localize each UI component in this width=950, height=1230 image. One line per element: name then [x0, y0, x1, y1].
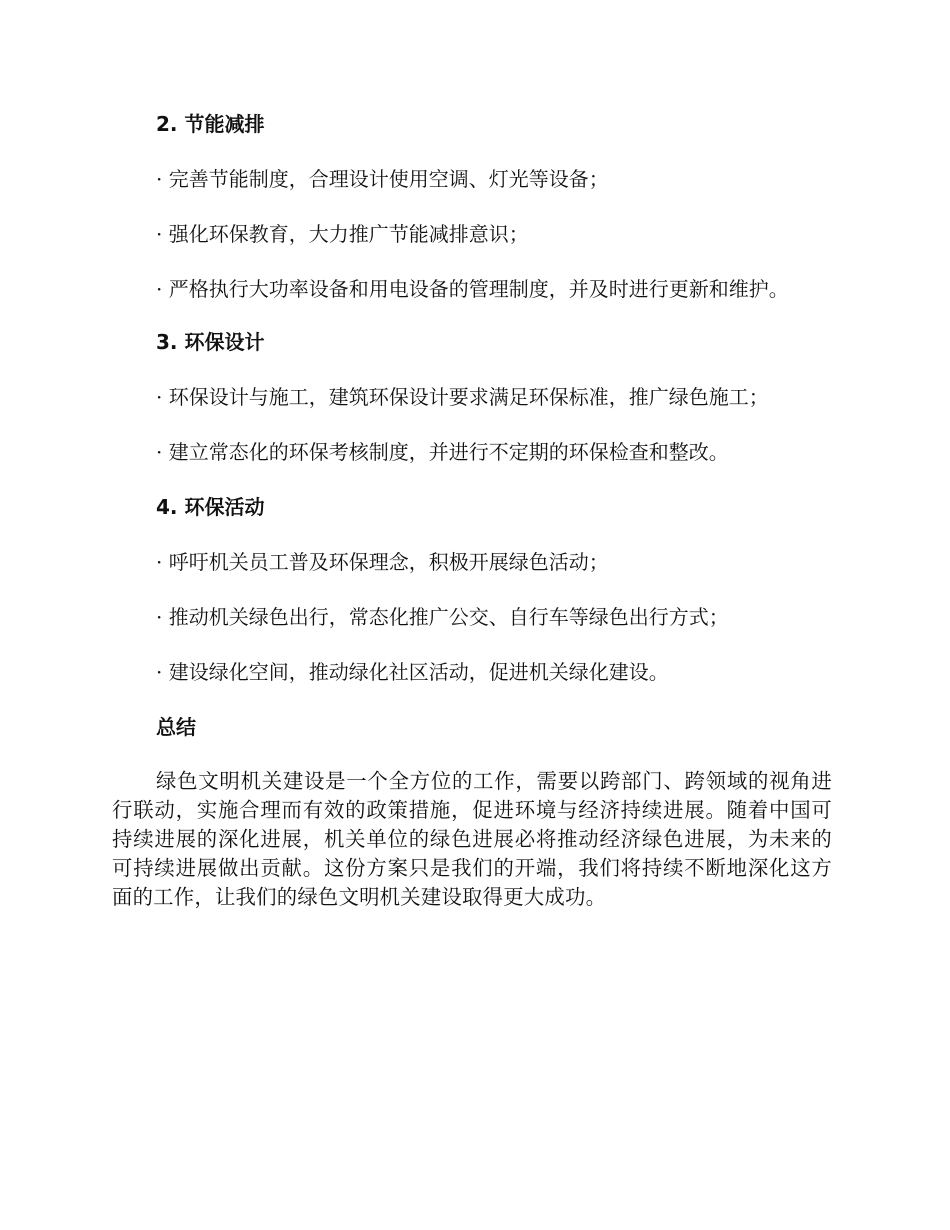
list-item: · 环保设计与施工，建筑环保设计要求满足环保标准，推广绿色施工； — [156, 385, 769, 409]
summary-heading: 总结 — [156, 715, 196, 739]
list-item: · 严格执行大功率设备和用电设备的管理制度，并及时进行更新和维护。 — [156, 277, 789, 301]
list-item: · 强化环保教育，大力推广节能减排意识； — [156, 222, 529, 246]
document-page — [112, 110, 832, 912]
summary-paragraph: 绿色文明机关建设是一个全方位的工作，需要以跨部门、跨领域的视角进行联动，实施合理而有效的政策措施，促进环境与经济持续进展。随着中国可持续进展的深化进展，机关单位的绿色进展必将推动经济绿色进展，为未来的可持续进展做出贡献。这份方案只是我们的开端，我们将持续不断地深化这方面的工作，让我们的绿色文明机关建设取得更大成功。 — [112, 769, 832, 909]
section-heading-energy: 2. 节能减排 — [156, 112, 265, 136]
list-item: · 呼吁机关员工普及环保理念，积极开展绿色活动； — [156, 550, 609, 574]
section-heading-activities: 4. 环保活动 — [156, 495, 265, 519]
section-heading-design: 3. 环保设计 — [156, 330, 265, 354]
list-item: · 建立常态化的环保考核制度，并进行不定期的环保检查和整改。 — [156, 440, 729, 464]
list-item: · 建设绿化空间，推动绿化社区活动，促进机关绿化建设。 — [156, 660, 669, 684]
list-item: · 完善节能制度，合理设计使用空调、灯光等设备； — [156, 167, 609, 191]
list-item: · 推动机关绿色出行，常态化推广公交、自行车等绿色出行方式； — [156, 605, 729, 629]
